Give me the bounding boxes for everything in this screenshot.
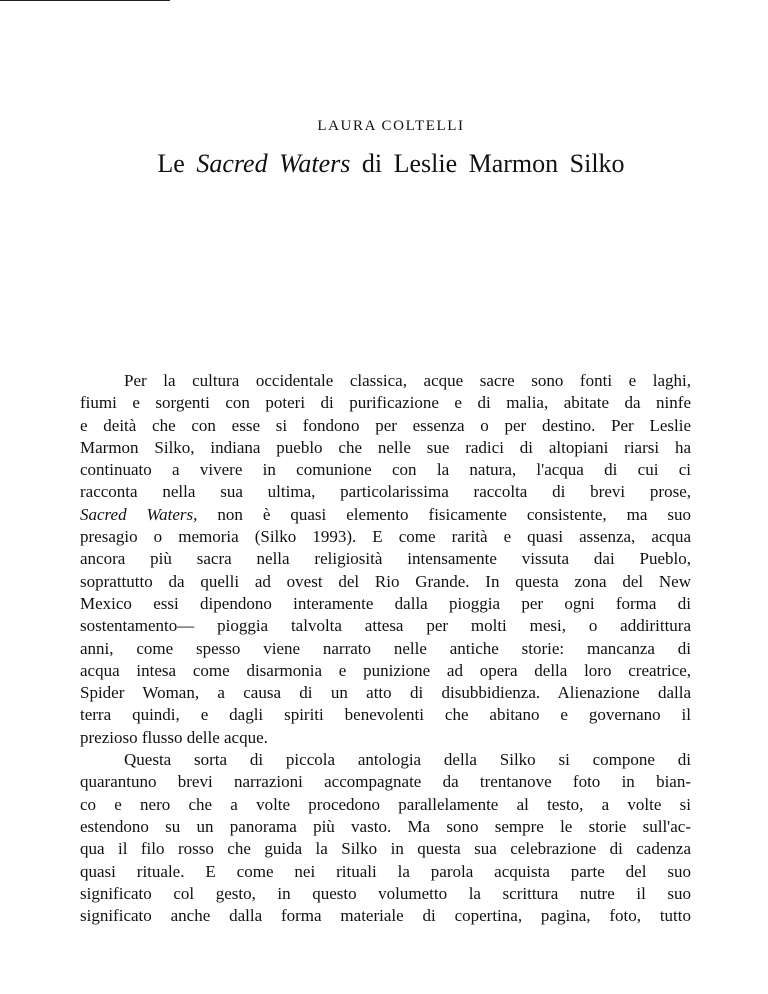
paragraph-2-line: qua il filo rosso che guida la Silko in questa sua celebrazione di cadenza bbox=[80, 839, 691, 859]
paragraph-1-line: anni, come spesso viene narrato nelle antiche storie: mancanza di bbox=[80, 638, 691, 658]
paragraph-1-line: acqua intesa come disarmonia e punizione ad opera della loro creatrice, bbox=[80, 660, 691, 680]
paragraph-1-line: racconta nella sua ultima, particolarissima raccolta di brevi prose, bbox=[80, 482, 691, 502]
paragraph-2-line: co e nero che a volte procedono parallelamente al testo, a volte si bbox=[80, 794, 691, 814]
paragraph-1-line: Spider Woman, a causa di un atto di disubbidienza. Alienazione dalla bbox=[80, 683, 691, 703]
paragraph-2-line: significato col gesto, in questo volumetto la scrittura nutre il suo bbox=[80, 883, 691, 903]
paragraph-1-line bbox=[80, 504, 691, 526]
paragraph-2-line: Questa sorta di piccola antologia della Silko si compone di bbox=[124, 750, 691, 770]
book-title-italic: Sacred Waters, bbox=[80, 504, 198, 524]
paragraph-1-line: Per la cultura occidentale classica, acque sacre sono fonti e laghi, bbox=[124, 371, 691, 390]
paragraph-1-line: sostentamento— pioggia talvolta attesa per molti mesi, o addirittura bbox=[80, 616, 691, 636]
paragraph-2-line: estendono su un panorama più vasto. Ma sono sempre le storie sull'ac- bbox=[80, 816, 691, 836]
title-italic: Sacred Waters bbox=[196, 149, 351, 178]
paragraph-1-line: presagio o memoria (Silko 1993). E come rarità e quasi assenza, acqua bbox=[80, 527, 691, 547]
paragraph-1-line: soprattutto da quelli ad ovest del Rio Grande. In questa zona del New bbox=[80, 571, 691, 591]
paragraph-2-line: quarantuno brevi narrazioni accompagnate da trentanove foto in bian- bbox=[80, 772, 691, 792]
author-name: LAURA COLTELLI bbox=[317, 118, 465, 134]
paragraph-2-line: significato anche dalla forma materiale di copertina, pagina, foto, tutto bbox=[80, 906, 691, 926]
paragraph-1-line: ancora più sacra nella religiosità intensamente vissuta dai Pueblo, bbox=[80, 549, 691, 569]
title-prefix: Le bbox=[157, 149, 185, 178]
title-suffix: di Leslie Marmon Silko bbox=[361, 149, 625, 178]
paragraph-1-line: fiumi e sorgenti con poteri di purificazione e di malia, abitate da ninfe bbox=[80, 393, 691, 413]
paragraph-1-line: Mexico essi dipendono interamente dalla pioggia per ogni forma di bbox=[80, 593, 691, 613]
paragraph-1-line: Marmon Silko, indiana pueblo che nelle sue radici di altopiani riarsi ha bbox=[80, 437, 691, 457]
line-continuation: non è quasi elemento fisicamente consistente, ma suo bbox=[217, 504, 691, 524]
paragraph-1-line: terra quindi, e dagli spiriti benevolenti che abitano e governano il bbox=[80, 705, 691, 725]
article-title bbox=[0, 149, 768, 179]
paragraph-1-line: prezioso flusso delle acque. bbox=[80, 727, 268, 747]
paragraph-1-line: e deità che con esse si fondono per essenza o per destino. Per Leslie bbox=[80, 415, 691, 435]
paragraph-1-line: continuato a vivere in comunione con la natura, l'acqua di cui ci bbox=[80, 460, 691, 480]
paragraph-2-line: quasi rituale. E come nei rituali la parola acquista parte del suo bbox=[80, 861, 691, 881]
article-body bbox=[80, 370, 691, 927]
header-rule bbox=[0, 0, 170, 1]
